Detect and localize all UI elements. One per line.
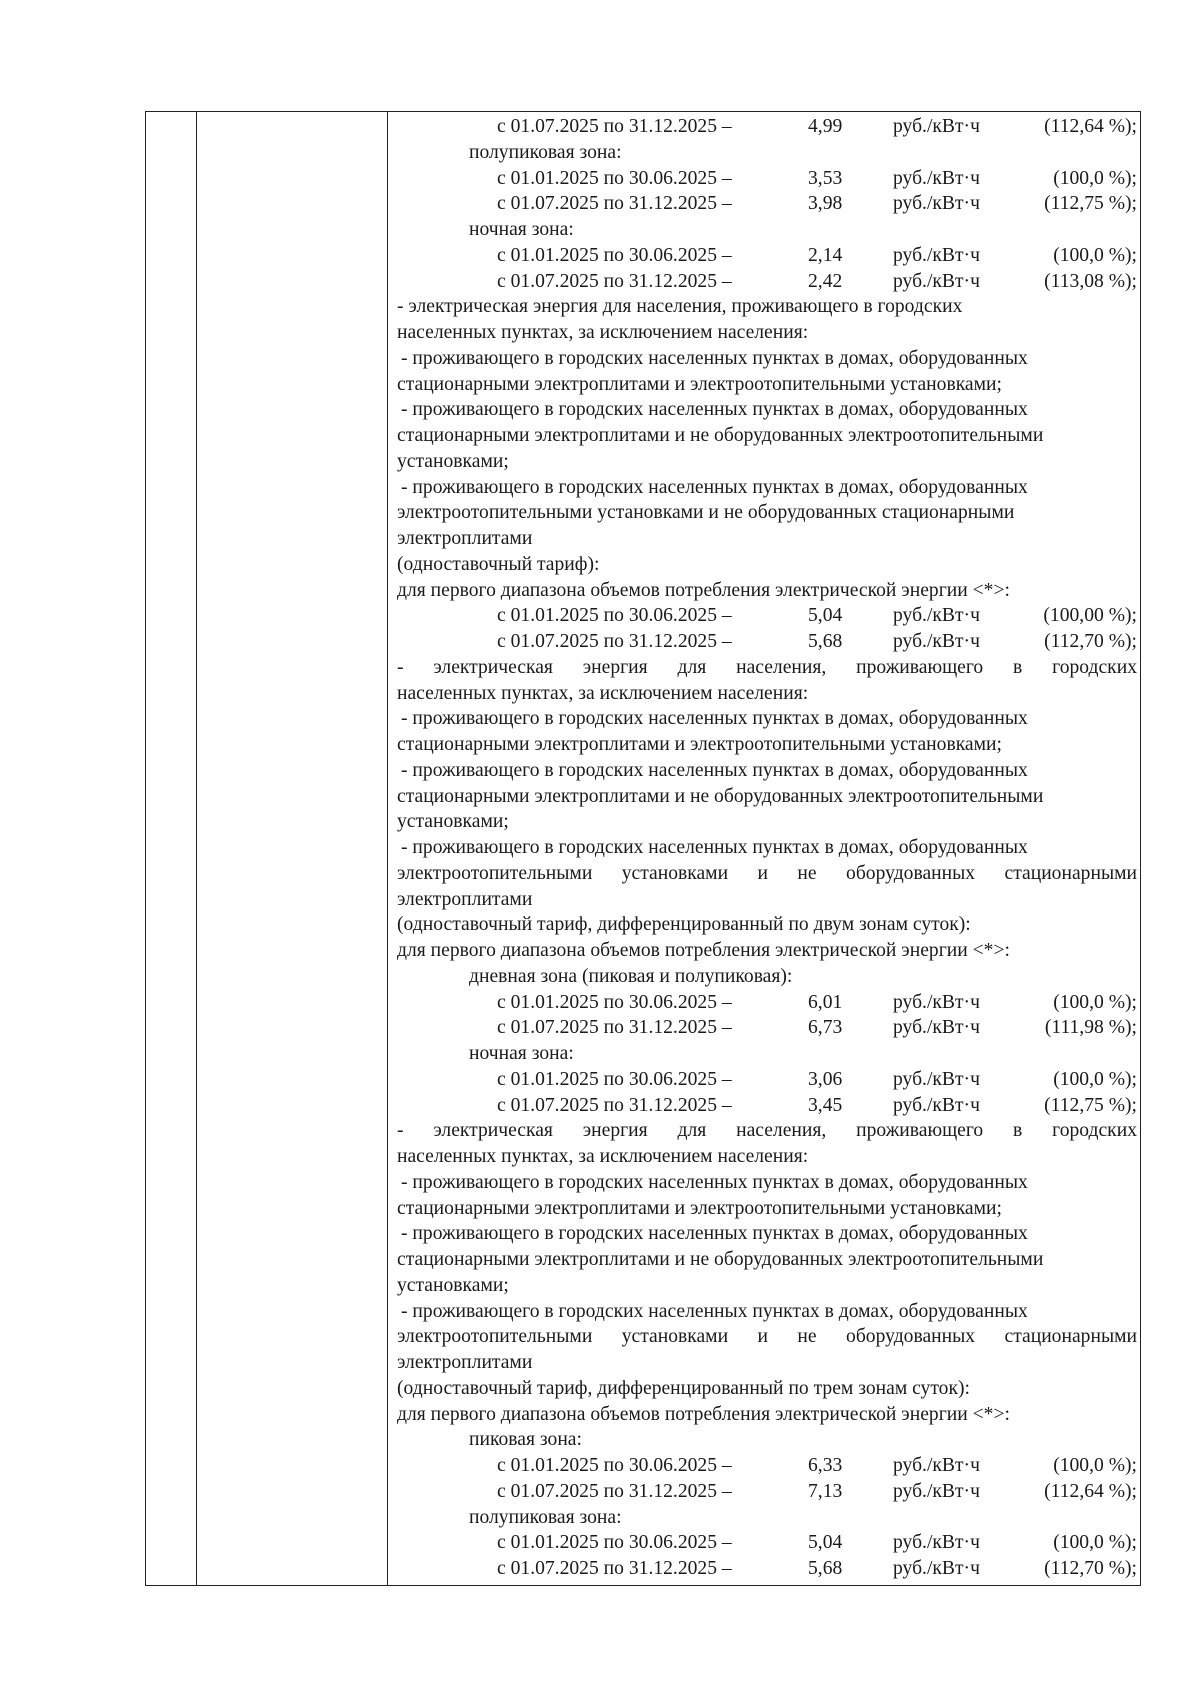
paragraph-line: стационарными электроплитами и электроотопительными установками; (397, 1197, 1002, 1219)
tariff-unit: руб./кВт·ч (893, 605, 980, 627)
paragraph-line: (одноставочный тариф): (397, 553, 600, 575)
tariff-period: с 01.01.2025 по 30.06.2025 – (497, 991, 732, 1013)
tariff-period: с 01.07.2025 по 31.12.2025 – (497, 193, 732, 215)
tariff-period: с 01.07.2025 по 31.12.2025 – (497, 1558, 732, 1579)
tariff-period: с 01.07.2025 по 31.12.2025 – (497, 116, 732, 137)
tariff-period: с 01.07.2025 по 31.12.2025 – (497, 1017, 732, 1039)
paragraph-line: стационарными электроплитами и не оборудованных электроотопительными (397, 785, 1044, 807)
time-zone-heading: дневная зона (пиковая и полупиковая): (469, 965, 793, 987)
tariff-percent: (100,0 %); (1053, 1455, 1137, 1476)
tariff-rate-row (397, 114, 1137, 140)
tariff-period: с 01.07.2025 по 31.12.2025 – (497, 631, 732, 652)
tariff-value: 3,53 (808, 167, 843, 189)
tariff-rate-row (397, 990, 1137, 1016)
paragraph-line: - проживающего в городских населенных пунктах в домах, оборудованных (401, 759, 1028, 781)
tariff-value: 6,33 (808, 1455, 843, 1476)
paragraph-line: населенных пунктах, за исключением населения: (397, 322, 809, 343)
paragraph-line: - проживающего в городских населенных пунктах в домах, оборудованных (401, 399, 1028, 421)
time-zone-heading: ночная зона: (469, 219, 574, 240)
tariff-percent: (100,0 %); (1053, 167, 1137, 189)
tariff-period: с 01.07.2025 по 31.12.2025 – (497, 270, 732, 292)
tariff-period: с 01.01.2025 по 30.06.2025 – (497, 1532, 732, 1554)
tariff-percent: (112,64 %); (1044, 116, 1137, 137)
paragraph-line: (одноставочный тариф, дифференцированный по двум зонам суток): (397, 914, 971, 936)
tariff-value: 5,04 (808, 605, 843, 627)
paragraph-line: населенных пунктах, за исключением населения: (397, 1146, 809, 1167)
tariff-value: 5,68 (808, 631, 843, 652)
tariff-percent: (112,75 %); (1044, 193, 1137, 215)
tariff-percent: (113,08 %); (1044, 270, 1137, 292)
tariff-value: 4,99 (808, 116, 843, 137)
tariff-value: 7,13 (808, 1480, 843, 1502)
tariff-rate-row (397, 603, 1137, 629)
tariff-value: 6,73 (808, 1017, 843, 1039)
tariff-unit: руб./кВт·ч (893, 1558, 980, 1579)
paragraph-line: электроотопительными установками и не оборудованных стационарными (397, 1326, 1137, 1348)
paragraph-line: электроотопительными установками и не оборудованных стационарными (397, 862, 1137, 884)
paragraph-line: установками; (397, 1274, 509, 1296)
paragraph-line: установками; (397, 450, 509, 472)
tariff-rate-row (397, 1479, 1137, 1505)
tariff-unit: руб./кВт·ч (893, 244, 980, 266)
paragraph-line: для первого диапазона объемов потребления электрической энергии <*>: (397, 579, 1010, 601)
tariff-period: с 01.07.2025 по 31.12.2025 – (497, 1480, 732, 1502)
tariff-unit: руб./кВт·ч (893, 167, 980, 189)
tariff-percent: (111,98 %); (1044, 1017, 1137, 1039)
tariff-unit: руб./кВт·ч (893, 991, 980, 1013)
paragraph-line: установками; (397, 811, 509, 833)
tariff-rate-row (397, 191, 1137, 217)
paragraph-line: стационарными электроплитами и не оборудованных электроотопительными (397, 1249, 1044, 1270)
tariff-value: 3,45 (808, 1094, 843, 1116)
tariff-rate-row (397, 1556, 1137, 1582)
tariff-value: 6,01 (808, 991, 843, 1013)
paragraph-line: электроотопительными установками и не оборудованных стационарными (397, 502, 1015, 524)
tariff-unit: руб./кВт·ч (893, 193, 980, 215)
paragraph-line: - электрическая энергия для населения, проживающего в городских (397, 296, 963, 318)
tariff-unit: руб./кВт·ч (893, 1017, 980, 1039)
paragraph-line: - электрическая энергия для населения, проживающего в городских (397, 1120, 1137, 1142)
paragraph-line: - проживающего в городских населенных пунктах в домах, оборудованных (401, 708, 1028, 730)
paragraph-line: стационарными электроплитами и электроотопительными установками; (397, 734, 1002, 755)
tariff-period: с 01.01.2025 по 30.06.2025 – (497, 1068, 732, 1090)
tariff-value: 2,42 (808, 270, 843, 292)
tariff-unit: руб./кВт·ч (893, 116, 980, 137)
tariff-unit: руб./кВт·ч (893, 1480, 980, 1502)
tariff-period: с 01.01.2025 по 30.06.2025 – (497, 1455, 732, 1476)
tariff-rate-row (397, 1015, 1137, 1041)
tariff-value: 3,06 (808, 1068, 843, 1090)
time-zone-heading: пиковая зона: (469, 1429, 582, 1451)
tariff-unit: руб./кВт·ч (893, 1455, 980, 1476)
tariff-rate-row (397, 269, 1137, 295)
paragraph-line: - проживающего в городских населенных пунктах в домах, оборудованных (401, 347, 1028, 369)
tariff-percent: (100,0 %); (1053, 991, 1137, 1013)
paragraph-line: для первого диапазона объемов потребления электрической энергии <*>: (397, 940, 1010, 961)
paragraph-line: электроплитами (397, 888, 533, 910)
tariff-percent: (112,75 %); (1044, 1094, 1137, 1116)
tariff-percent: (100,0 %); (1053, 1068, 1137, 1090)
paragraph-line: - электрическая энергия для населения, проживающего в городских (397, 656, 1137, 678)
tariff-rate-row (397, 1067, 1137, 1093)
tariff-percent: (112,70 %); (1044, 1558, 1137, 1579)
tariff-rate-row (397, 1093, 1137, 1119)
tariff-rate-row (397, 1453, 1137, 1479)
paragraph-line: - проживающего в городских населенных пунктах в домах, оборудованных (401, 1300, 1028, 1322)
tariff-unit: руб./кВт·ч (893, 270, 980, 292)
tariff-value: 5,04 (808, 1532, 843, 1554)
paragraph-line: - проживающего в городских населенных пунктах в домах, оборудованных (401, 1223, 1028, 1245)
tariff-period: с 01.07.2025 по 31.12.2025 – (497, 1094, 732, 1116)
tariff-rate-row (397, 166, 1137, 192)
tariff-value: 5,68 (808, 1558, 843, 1579)
tariff-rate-row (397, 1530, 1137, 1556)
tariff-unit: руб./кВт·ч (893, 1068, 980, 1090)
paragraph-line: для первого диапазона объемов потребления электрической энергии <*>: (397, 1403, 1010, 1425)
tariff-rate-row (397, 243, 1137, 269)
tariff-value: 3,98 (808, 193, 843, 215)
tariff-unit: руб./кВт·ч (893, 1532, 980, 1554)
paragraph-line: электроплитами (397, 1352, 533, 1373)
paragraph-line: стационарными электроплитами и не оборудованных электроотопительными (397, 425, 1044, 446)
tariff-percent: (100,0 %); (1053, 244, 1137, 266)
time-zone-heading: полупиковая зона: (469, 1506, 622, 1528)
table-column-divider-1 (196, 111, 197, 1586)
tariff-period: с 01.01.2025 по 30.06.2025 – (497, 605, 732, 627)
tariff-value: 2,14 (808, 244, 843, 266)
time-zone-heading: полупиковая зона: (469, 141, 622, 163)
paragraph-line: - проживающего в городских населенных пунктах в домах, оборудованных (401, 476, 1028, 498)
paragraph-line: населенных пунктах, за исключением населения: (397, 682, 809, 704)
tariff-rate-row (397, 629, 1137, 655)
paragraph-line: (одноставочный тариф, дифференцированный по трем зонам суток): (397, 1377, 970, 1399)
tariff-unit: руб./кВт·ч (893, 1094, 980, 1116)
table-column-divider-2 (387, 111, 388, 1586)
tariff-percent: (112,64 %); (1044, 1480, 1137, 1502)
paragraph-line: электроплитами (397, 528, 533, 549)
tariff-percent: (100,00 %); (1043, 605, 1137, 627)
tariff-unit: руб./кВт·ч (893, 631, 980, 652)
tariff-cell-content (397, 114, 1137, 1582)
paragraph-line: стационарными электроплитами и электроотопительными установками; (397, 373, 1002, 395)
tariff-percent: (112,70 %); (1044, 631, 1137, 652)
tariff-period: с 01.01.2025 по 30.06.2025 – (497, 167, 732, 189)
paragraph-line: - проживающего в городских населенных пунктах в домах, оборудованных (401, 837, 1028, 858)
tariff-period: с 01.01.2025 по 30.06.2025 – (497, 244, 732, 266)
tariff-percent: (100,0 %); (1053, 1532, 1137, 1554)
time-zone-heading: ночная зона: (469, 1043, 574, 1064)
paragraph-line: - проживающего в городских населенных пунктах в домах, оборудованных (401, 1171, 1028, 1193)
